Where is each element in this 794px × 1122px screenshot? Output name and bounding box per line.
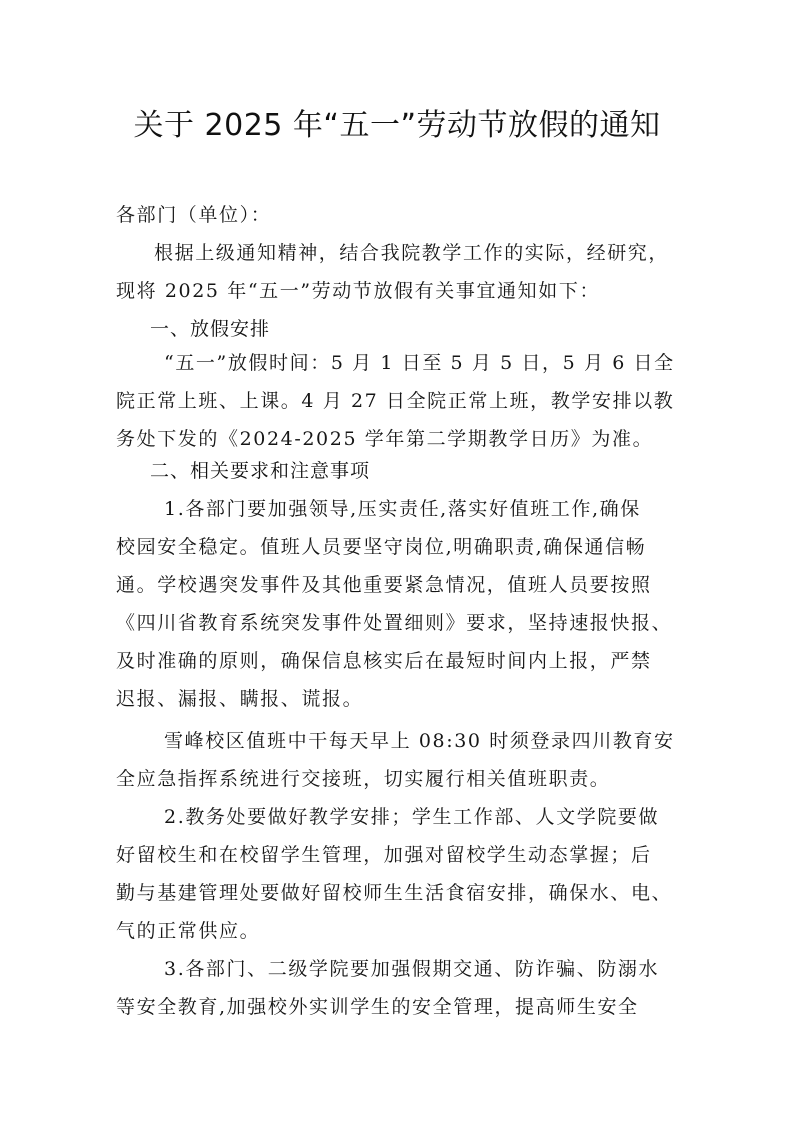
paragraph-line: 勤与基建管理处要做好留校师生生活食宿安排，确保水、电、 [116, 882, 673, 904]
item3-paragraph [116, 950, 684, 1026]
paragraph-line: 3.各部门、二级学院要加强假期交通、防诈骗、防溺水 [164, 958, 660, 980]
intro-paragraph [116, 234, 684, 310]
paragraph-line: 气的正常供应。 [116, 920, 261, 942]
item1-paragraph [116, 490, 684, 718]
paragraph-line: 通。学校遇突发事件及其他重要紧急情况，值班人员要按照 [116, 574, 652, 596]
section-heading-1: 一、放假安排 [150, 318, 271, 340]
paragraph-line: 校园安全稳定。值班人员要坚守岗位,明确职责,确保通信畅 [116, 536, 647, 558]
paragraph-line: 务处下发的《2024-2025 学年第二学期教学日历》为准。 [116, 428, 654, 450]
salutation [116, 196, 684, 234]
paragraph-line: 迟报、漏报、瞒报、谎报。 [116, 688, 364, 710]
paragraph-line: “五一”放假时间：5 月 1 日至 5 月 5 日，5 月 6 日全 [164, 352, 675, 374]
paragraph-line: 2.教务处要做好教学安排；学生工作部、人文学院要做 [164, 806, 660, 828]
section1-paragraph [116, 344, 684, 458]
item1b-paragraph [116, 722, 684, 798]
paragraph-line: 雪峰校区值班中干每天早上 08:30 时须登录四川教育安 [164, 730, 675, 752]
paragraph-line: 院正常上班、上课。4 月 27 日全院正常上班，教学安排以教 [116, 390, 675, 412]
paragraph-line: 根据上级通知精神，结合我院教学工作的实际，经研究， [154, 242, 670, 264]
paragraph-line: 1.各部门要加强领导,压实责任,落实好值班工作,确保 [164, 498, 641, 520]
section-heading-2: 二、相关要求和注意事项 [150, 460, 371, 482]
paragraph-line: 等安全教育,加强校外实训学生的安全管理，提高师生安全 [116, 996, 639, 1018]
salutation-line: 各部门（单位）： [116, 204, 272, 226]
paragraph-line: 《四川省教育系统突发事件处置细则》要求，坚持速报快报、 [116, 612, 673, 634]
item2-paragraph [116, 798, 684, 950]
paragraph-line: 全应急指挥系统进行交接班，切实履行相关值班职责。 [116, 768, 611, 790]
paragraph-line: 及时准确的原则，确保信息核实后在最短时间内上报，严禁 [116, 650, 652, 672]
paragraph-line: 好留校生和在校留学生管理，加强对留校学生动态掌握；后 [116, 844, 652, 866]
document-title: 关于 2025 年“五一”劳动节放假的通知 [133, 108, 661, 143]
paragraph-line: 现将 2025 年“五一”劳动节放假有关事宜通知如下： [116, 280, 601, 302]
